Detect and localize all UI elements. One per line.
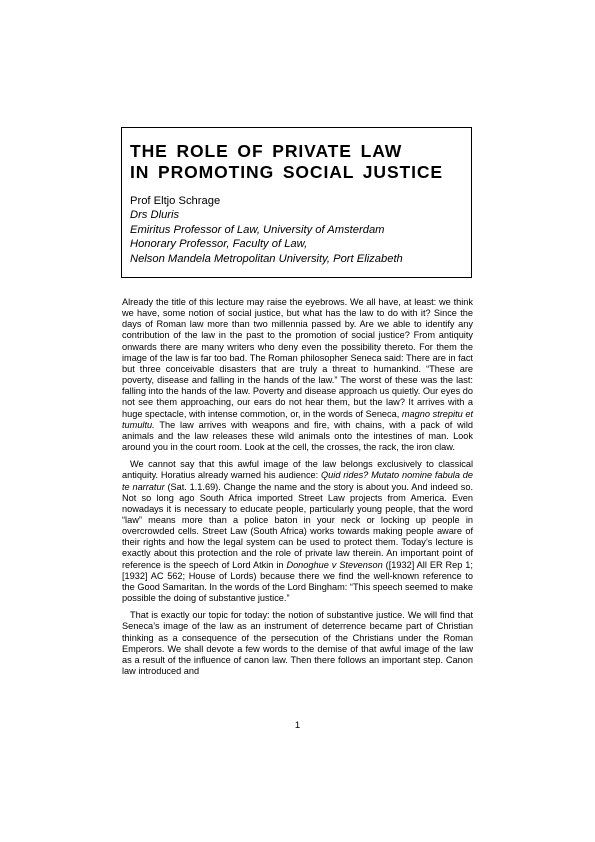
paragraph-3: That is exactly our topic for today: the notion of substantive justice. We will find that Seneca’s image of the law as an instrument of deterrence became part of Christian thinking as a consequence of the persecution of the Christians under the Roman Emperors. We shall devote a few words to the demise of that awful image of the law as a result of the influence of canon law. Then there follows an important step. Canon law introduced and: [122, 610, 473, 676]
paragraph-1: [122, 297, 473, 453]
title-box: [121, 127, 472, 278]
author-affiliation-2: Honorary Professor, Faculty of Law,: [130, 238, 308, 251]
paragraph-2-text-a: We cannot say that this awful image of the law belongs exclusively to classical antiquity. Horatius already warned his audience:: [122, 459, 473, 481]
paragraph-1-text-a: Already the title of this lecture may raise the eyebrows. We all have, at least: we think we have, some notion of social justice, but what has the law to do with it? Since the days of Roman law more than two millennia passed by. Are we able to identify any contribution of the law in the past to the promotion of social justice? From antiquity onwards there are many writers who deny even the possibility thereto. For them the image of the law is far too bad. The Roman philosopher Seneca said: There are in fact but three conceivable disasters that are truly a threat to humankind. “These are poverty, disease and falling in the hands of the law.” The worst of these was the last: falling into the hands of the law. Poverty and disease approach us quietly. Our eyes do not see them approaching, our ears do not hear them, but the law? It arrives with a huge spectacle, with intense commotion, or, in the words of Seneca,: [122, 297, 473, 419]
paragraph-2-case-name: Donoghue v Stevenson: [286, 559, 383, 570]
paragraph-1-text-b: The law arrives with weapons and fire, with chains, with a pack of wild animals and the law releases these wild animals onto the intestines of man. Look around you in the court room. Look at the cell, the crosses, the rack, the iron claw.: [122, 419, 473, 453]
title-line-2: IN PROMOTING SOCIAL JUSTICE: [130, 162, 444, 182]
body-text: [122, 297, 473, 683]
paragraph-2: [122, 459, 473, 604]
article-title: [130, 141, 471, 183]
author-name: Prof Eltjo Schrage: [130, 195, 221, 207]
paragraph-2-text-b: (Sat. 1.1.69). Change the name and the story is about you. And indeed so. Not so long ago South Africa imported Street Law projects from America. Even nowadays it is necessary to educate people, particularly young people, that the word “law” means more than a police baton in your neck or locking up people in overcrowded cells. Street Law (South Africa) works towards making people aware of their rights and how the legal system can be used to protect them. Today’s lecture is exactly about this protection and the role of private law therein. An important point of reference is the speech of Lord Atkin in: [122, 481, 474, 570]
paragraph-1-latin-quote: magno strepitu et tumultu.: [122, 408, 473, 430]
author-affiliation-1: Emiritus Professor of Law, University of Amsterdam: [130, 223, 385, 236]
author-block: [130, 194, 471, 266]
author-degree: Drs Dluris: [130, 209, 180, 222]
paragraph-2-text-c: ([1932] All ER Rep 1; [1932] AC 562; House of Lords) because there we find the well-known reference to the Good Samaritan. In the words of the Lord Bingham: “This speech seemed to make possible the doing of substantive justice.”: [122, 559, 473, 604]
page-number: 1: [294, 720, 301, 731]
author-affiliation-3: Nelson Mandela Metropolitan University, Port Elizabeth: [130, 252, 403, 265]
title-line-1: THE ROLE OF PRIVATE LAW: [130, 141, 403, 161]
paragraph-2-latin-quote: Quid rides? Mutato nomine fabula de te narratur: [122, 470, 473, 492]
